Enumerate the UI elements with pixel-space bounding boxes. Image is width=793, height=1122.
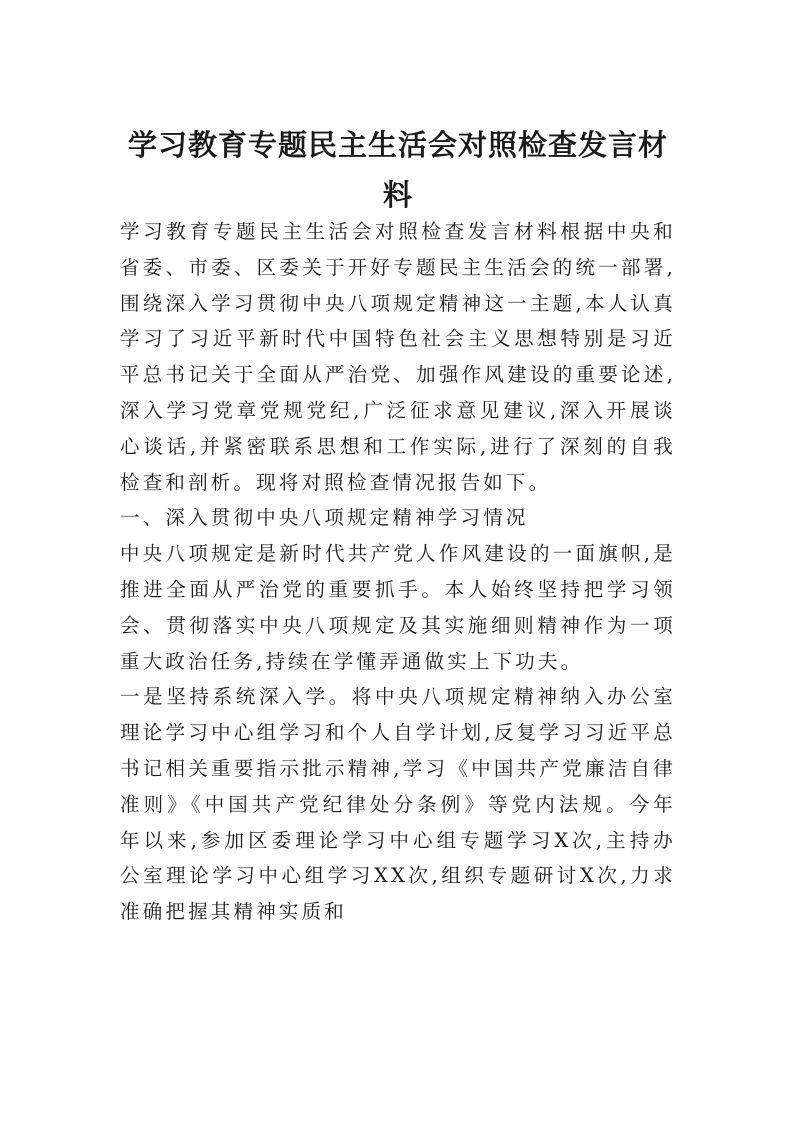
paragraph-section-1: 中央八项规定是新时代共产党人作风建设的一面旗帜,是推进全面从严治党的重要抓手。本人始终坚持把学习领会、贯彻落实中央八项规定及其实施细则精神作为一项重大政治任务,持续在学懂弄通做实上下功夫。 bbox=[120, 542, 676, 673]
document-body bbox=[120, 214, 676, 930]
document-title: 学习教育专题民主生活会对照检查发言材料 bbox=[127, 128, 668, 212]
section-heading-1: 一、深入贯彻中央八项规定精神学习情况 bbox=[120, 506, 529, 530]
paragraph-intro: 学习教育专题民主生活会对照检查发言材料根据中央和省委、市委、区委关于开好专题民主生活会的统一部署,围绕深入学习贯彻中央八项规定精神这一主题,本人认真学习了习近平新时代中国特色社会主义思想特别是习近平总书记关于全面从严治党、加强作风建设的重要论述,深入学习党章党规党纪,广泛征求意见建议,深入开展谈心谈话,并紧密联系思想和工作实际,进行了深刻的自我检查和剖析。现将对照检查情况报告如下。 bbox=[120, 220, 676, 494]
paragraph-point-1: 一是坚持系统深入学。将中央八项规定精神纳入办公室理论学习中心组学习和个人自学计划,反复学习习近平总书记相关重要指示批示精神,学习《中国共产党廉洁自律准则》《中国共产党纪律处分条例》等党内法规。今年年以来,参加区委理论学习中心组专题学习X次,主持办公室理论学习中心组学习XX次,组织专题研讨X次,力求准确把握其精神实质和 bbox=[120, 685, 676, 924]
